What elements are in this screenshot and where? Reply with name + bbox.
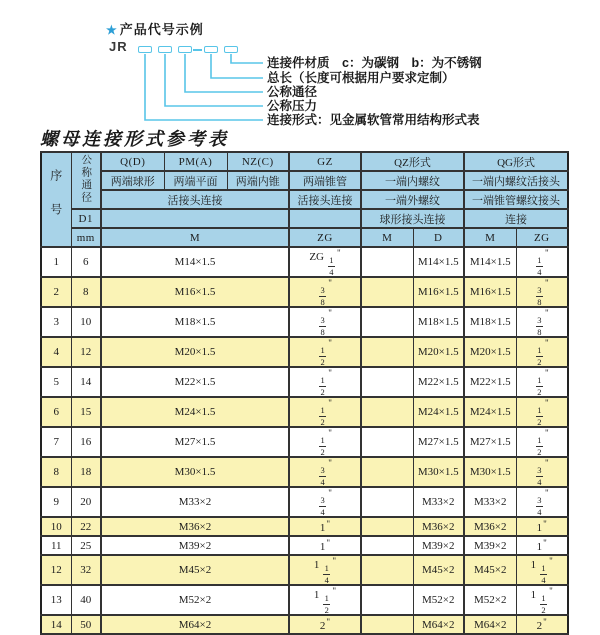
- inch-mark: ": [545, 308, 549, 318]
- cell-gz-zg: ZG $\frac{1}{4}$ ": [289, 247, 361, 277]
- inch-mark: ": [545, 248, 549, 258]
- cell-qg-m: M27×1.5: [464, 427, 516, 457]
- table-row: [41, 585, 568, 615]
- inch-mark: ": [545, 428, 549, 438]
- cell-qg-zg: [516, 247, 568, 277]
- cell-dn: 16: [71, 427, 101, 457]
- table-body: [41, 247, 568, 634]
- cell-gz-zg: 1 $\frac{1}{2}$ ": [289, 585, 361, 615]
- inch-mark: ": [328, 488, 332, 498]
- table-row: [41, 307, 568, 337]
- cell-m: M39×2: [101, 536, 289, 555]
- cell-dn: 50: [71, 615, 101, 634]
- cell-dn: 6: [71, 247, 101, 277]
- fraction: $\frac{1}{2}$: [320, 435, 325, 457]
- cell-seq: 10: [41, 517, 71, 536]
- code-prefix: JR: [109, 39, 128, 54]
- cell-gz-zg: [289, 487, 361, 517]
- cell-qz-d: M14×1.5: [413, 247, 464, 277]
- star-icon: ★: [106, 23, 118, 37]
- cell-seq: 1: [41, 247, 71, 277]
- fraction: $\frac{1}{2}$: [541, 593, 546, 615]
- inch-mark: ": [545, 398, 549, 408]
- cell-m: M64×2: [101, 615, 289, 634]
- cell-qz-m: [361, 247, 413, 277]
- cell-qz-d: M24×1.5: [413, 397, 464, 427]
- cell-qz-m: [361, 307, 413, 337]
- cell-gz-zg: 2": [289, 615, 361, 634]
- cell-gz-zg: [289, 307, 361, 337]
- inch-mark: ": [545, 458, 549, 468]
- cell-gz-zg: 1 $\frac{1}{4}$ ": [289, 555, 361, 585]
- cell-qz-m: [361, 337, 413, 367]
- inch-mark: ": [328, 308, 332, 318]
- cell-qg-m: M52×2: [464, 585, 516, 615]
- cell-dn: 14: [71, 367, 101, 397]
- cell-qz-d: M16×1.5: [413, 277, 464, 307]
- cell-dn: 18: [71, 457, 101, 487]
- cell-dn: 25: [71, 536, 101, 555]
- cell-qz-m: [361, 615, 413, 634]
- fraction: $\frac{1}{2}$: [537, 435, 542, 457]
- cell-m: M14×1.5: [101, 247, 289, 277]
- cell-gz-zg: [289, 337, 361, 367]
- inch-mark: ": [328, 368, 332, 378]
- cell-qz-d: M22×1.5: [413, 367, 464, 397]
- header-qz-connection: 球形接头连接: [361, 209, 464, 228]
- table-row: [41, 247, 568, 277]
- cell-gz-zg: [289, 457, 361, 487]
- inch-mark: ": [545, 488, 549, 498]
- inch-mark: ": [328, 458, 332, 468]
- cell-qg-zg: 1": [516, 536, 568, 555]
- table-row: [41, 517, 568, 536]
- cell-qg-zg: [516, 277, 568, 307]
- cell-gz-zg: 1": [289, 536, 361, 555]
- fraction: $\frac{3}{4}$: [320, 495, 325, 517]
- empty-cell: [101, 209, 289, 228]
- fraction: $\frac{3}{4}$: [537, 465, 542, 487]
- cell-qg-zg: [516, 427, 568, 457]
- header-gz: GZ: [289, 152, 361, 171]
- cell-seq: 9: [41, 487, 71, 517]
- table-row: [41, 277, 568, 307]
- fraction: $\frac{3}{8}$: [537, 285, 542, 307]
- header-pm: PM(A): [164, 152, 227, 171]
- cell-qz-d: M36×2: [413, 517, 464, 536]
- cell-seq: 13: [41, 585, 71, 615]
- inch-mark: ": [328, 278, 332, 288]
- header-qg-desc1: 一端内螺纹活接头: [464, 171, 568, 190]
- cell-qg-zg: 1 $\frac{1}{4}$ ": [516, 555, 568, 585]
- inch-mark: ": [549, 586, 553, 596]
- fraction: $\frac{1}{2}$: [537, 375, 542, 397]
- fraction: $\frac{1}{2}$: [537, 405, 542, 427]
- cell-dn: 22: [71, 517, 101, 536]
- cell-m: M16×1.5: [101, 277, 289, 307]
- cell-qg-m: M36×2: [464, 517, 516, 536]
- cell-qz-d: M30×1.5: [413, 457, 464, 487]
- inch-mark: ": [328, 338, 332, 348]
- inch-mark: ": [326, 617, 331, 627]
- fraction: $\frac{3}{8}$: [320, 285, 325, 307]
- cell-gz-zg: 1": [289, 517, 361, 536]
- inch-mark: ": [549, 556, 553, 566]
- table-row: [41, 536, 568, 555]
- fraction: $\frac{1}{2}$: [320, 375, 325, 397]
- cell-qz-m: [361, 585, 413, 615]
- header-m: M: [101, 228, 289, 247]
- cell-qg-zg: [516, 307, 568, 337]
- product-code-heading-text: 产品代号示例: [119, 22, 204, 37]
- cell-m: M45×2: [101, 555, 289, 585]
- inch-mark: ": [543, 519, 547, 529]
- inch-mark: ": [332, 586, 337, 596]
- cell-qz-m: [361, 277, 413, 307]
- cell-seq: 4: [41, 337, 71, 367]
- header-qg-desc2: 一端锥管螺纹接头: [464, 190, 568, 209]
- cell-seq: 11: [41, 536, 71, 555]
- table-row: [41, 457, 568, 487]
- cell-qg-m: M22×1.5: [464, 367, 516, 397]
- header-gz-connection: 活接头连接: [289, 190, 361, 209]
- code-label-length: 总长（长度可根据用户要求定制）: [267, 71, 455, 85]
- cell-m: M24×1.5: [101, 397, 289, 427]
- table-row: [41, 487, 568, 517]
- inch-mark: ": [545, 278, 549, 288]
- inch-mark: ": [326, 538, 331, 548]
- cell-m: M20×1.5: [101, 337, 289, 367]
- header-qg-connection: 连接: [464, 209, 568, 228]
- fraction: $\frac{3}{8}$: [537, 315, 542, 337]
- cell-dn: 15: [71, 397, 101, 427]
- cell-dn: 8: [71, 277, 101, 307]
- cell-seq: 6: [41, 397, 71, 427]
- cell-m: M36×2: [101, 517, 289, 536]
- inch-mark: ": [545, 368, 549, 378]
- cell-qg-zg: [516, 337, 568, 367]
- header-qg-zg: ZG: [516, 228, 568, 247]
- header-d1: D1: [71, 209, 101, 228]
- cell-qg-zg: 1": [516, 517, 568, 536]
- fraction: $\frac{1}{2}$: [320, 345, 325, 367]
- cell-qz-d: M45×2: [413, 555, 464, 585]
- inch-mark: ": [328, 398, 332, 408]
- fraction: $\frac{1}{2}$: [537, 345, 542, 367]
- cell-qg-zg: [516, 397, 568, 427]
- cell-m: M27×1.5: [101, 427, 289, 457]
- fraction: $\frac{1}{2}$: [324, 593, 329, 615]
- table-row: [41, 397, 568, 427]
- cell-dn: 12: [71, 337, 101, 367]
- cell-qz-d: M52×2: [413, 585, 464, 615]
- cell-qz-m: [361, 555, 413, 585]
- header-qz-d: D: [413, 228, 464, 247]
- code-label-material: 连接件材质 c：为碳钢 b：为不锈钢: [267, 56, 482, 70]
- table-title: 螺母连接形式参考表: [40, 129, 229, 149]
- table-row: [41, 337, 568, 367]
- cell-gz-zg: [289, 367, 361, 397]
- cell-dn: 20: [71, 487, 101, 517]
- cell-qz-m: [361, 517, 413, 536]
- fraction: $\frac{1}{4}$: [541, 563, 546, 585]
- inch-mark: ": [326, 519, 331, 529]
- code-label-pressure: 公称压力: [267, 99, 318, 113]
- header-qg: QG形式: [464, 152, 568, 171]
- cell-qz-m: [361, 487, 413, 517]
- cell-qg-m: M45×2: [464, 555, 516, 585]
- cell-dn: 40: [71, 585, 101, 615]
- cell-qg-m: M39×2: [464, 536, 516, 555]
- cell-seq: 5: [41, 367, 71, 397]
- cell-seq: 8: [41, 457, 71, 487]
- table-row: [41, 427, 568, 457]
- cell-gz-zg: [289, 427, 361, 457]
- header-mm: mm: [71, 228, 101, 247]
- fraction: $\frac{1}{4}$: [329, 255, 334, 277]
- cell-seq: 12: [41, 555, 71, 585]
- cell-seq: 14: [41, 615, 71, 634]
- cell-dn: 32: [71, 555, 101, 585]
- cell-qg-m: M20×1.5: [464, 337, 516, 367]
- header-qz-m: M: [361, 228, 413, 247]
- cell-seq: 7: [41, 427, 71, 457]
- cell-m: M30×1.5: [101, 457, 289, 487]
- header-dn: 公称通径: [71, 152, 101, 209]
- cell-qz-m: [361, 367, 413, 397]
- cell-qg-zg: 1 $\frac{1}{2}$ ": [516, 585, 568, 615]
- nut-connection-table: [40, 151, 569, 635]
- header-q: Q(D): [101, 152, 164, 171]
- fraction: $\frac{1}{4}$: [537, 255, 542, 277]
- header-nz-desc: 两端内锥: [227, 171, 289, 190]
- inch-mark: ": [332, 556, 337, 566]
- cell-seq: 2: [41, 277, 71, 307]
- fraction: $\frac{3}{4}$: [537, 495, 542, 517]
- header-qz-desc1: 一端内螺纹: [361, 171, 464, 190]
- header-qz-desc2: 一端外螺纹: [361, 190, 464, 209]
- cell-qg-zg: [516, 487, 568, 517]
- cell-seq: 3: [41, 307, 71, 337]
- fraction: $\frac{1}{4}$: [324, 563, 329, 585]
- cell-qz-m: [361, 427, 413, 457]
- table-row: [41, 367, 568, 397]
- header-q-desc: 两端球形: [101, 171, 164, 190]
- header-nz: NZ(C): [227, 152, 289, 171]
- header-qg-m: M: [464, 228, 516, 247]
- cell-qg-m: M33×2: [464, 487, 516, 517]
- cell-m: M33×2: [101, 487, 289, 517]
- cell-qz-d: M39×2: [413, 536, 464, 555]
- cell-qg-m: M64×2: [464, 615, 516, 634]
- header-union-connection: 活接头连接: [101, 190, 289, 209]
- inch-mark: ": [336, 248, 341, 258]
- cell-qg-zg: 2": [516, 615, 568, 634]
- header-pm-desc: 两端平面: [164, 171, 227, 190]
- cell-qg-m: M24×1.5: [464, 397, 516, 427]
- cell-qz-m: [361, 397, 413, 427]
- fraction: $\frac{3}{8}$: [320, 315, 325, 337]
- cell-m: M18×1.5: [101, 307, 289, 337]
- header-zg: ZG: [289, 228, 361, 247]
- fraction: $\frac{3}{4}$: [320, 465, 325, 487]
- cell-qz-d: M18×1.5: [413, 307, 464, 337]
- header-seq: 序号: [41, 152, 71, 247]
- fraction: $\frac{1}{2}$: [320, 405, 325, 427]
- cell-qz-d: M33×2: [413, 487, 464, 517]
- cell-gz-zg: [289, 397, 361, 427]
- cell-qg-m: M14×1.5: [464, 247, 516, 277]
- header-gz-desc: 两端锥管: [289, 171, 361, 190]
- inch-mark: ": [328, 428, 332, 438]
- cell-m: M22×1.5: [101, 367, 289, 397]
- cell-dn: 10: [71, 307, 101, 337]
- code-label-diameter: 公称通径: [267, 85, 318, 99]
- empty-cell: [289, 209, 361, 228]
- cell-qz-m: [361, 457, 413, 487]
- cell-gz-zg: [289, 277, 361, 307]
- header-qz: QZ形式: [361, 152, 464, 171]
- code-label-connection: 连接形式：见金属软管常用结构形式表: [267, 113, 480, 127]
- cell-qg-m: M16×1.5: [464, 277, 516, 307]
- cell-qz-d: M64×2: [413, 615, 464, 634]
- cell-qg-zg: [516, 367, 568, 397]
- table-row: [41, 615, 568, 634]
- cell-qg-m: M30×1.5: [464, 457, 516, 487]
- table-row: [41, 555, 568, 585]
- cell-qz-d: M20×1.5: [413, 337, 464, 367]
- inch-mark: ": [543, 538, 547, 548]
- inch-mark: ": [545, 338, 549, 348]
- cell-qg-zg: [516, 457, 568, 487]
- cell-qz-m: [361, 536, 413, 555]
- table-header: [41, 152, 568, 247]
- cell-m: M52×2: [101, 585, 289, 615]
- cell-qg-m: M18×1.5: [464, 307, 516, 337]
- inch-mark: ": [543, 617, 547, 627]
- cell-qz-d: M27×1.5: [413, 427, 464, 457]
